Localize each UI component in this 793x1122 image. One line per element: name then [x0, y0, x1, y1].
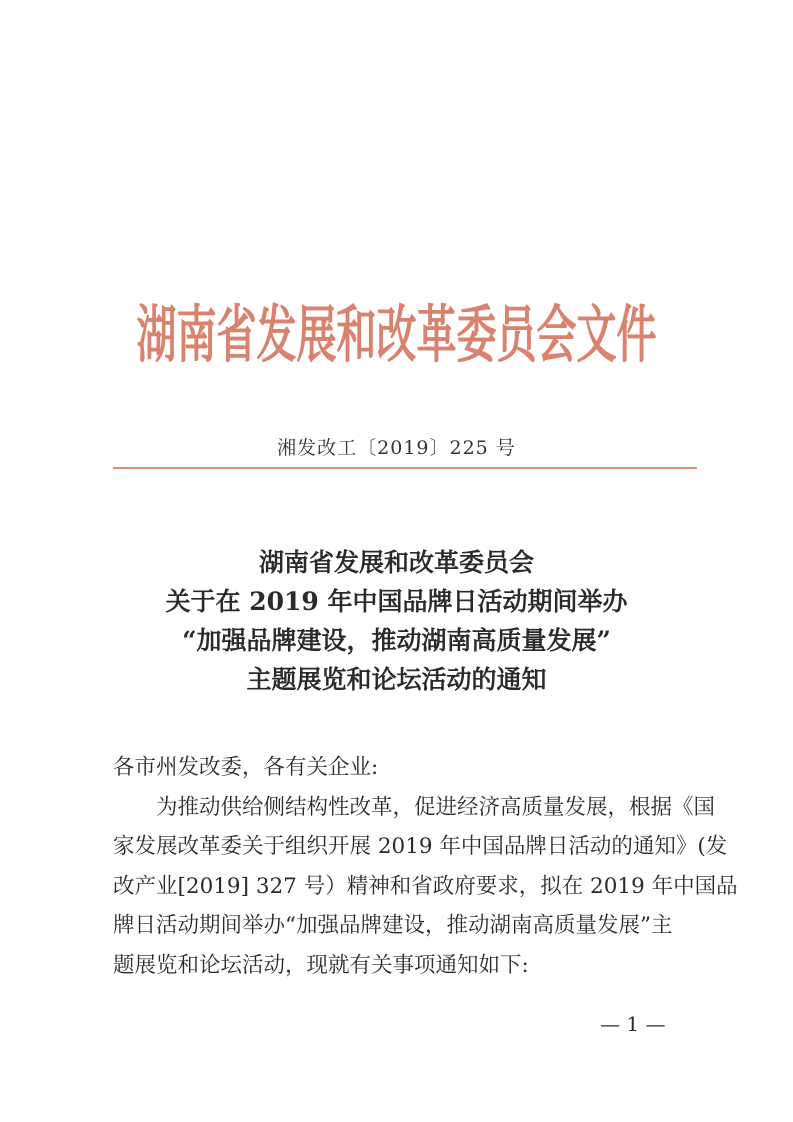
red-divider [113, 467, 697, 469]
document-number: 湘发改工〔2019〕225 号 [277, 437, 516, 459]
title-line: 主题展览和论坛活动的通知 [246, 665, 547, 694]
salutation: 各市州发改委，各有关企业: [113, 755, 379, 780]
issuer-red-header: 湖南省发展和改革委员会文件 [136, 298, 657, 372]
body-line: 家发展改革委关于组织开展 2019 年中国品牌日活动的通知》(发 [113, 834, 728, 859]
document-title [0, 543, 793, 699]
document-body [113, 748, 738, 985]
body-line: 改产业[2019] 327 号）精神和省政府要求，拟在 2019 年中国品 [113, 873, 738, 899]
page-number: — 1 — [600, 1012, 666, 1036]
title-line: “加强品牌建设，推动湖南高质量发展” [182, 626, 611, 655]
body-line: 为推动供给侧结构性改革，促进经济高质量发展，根据《国 [156, 794, 716, 820]
body-line: 题展览和论坛活动，现就有关事项通知如下: [113, 952, 529, 978]
title-line: 关于在 2019 年中国品牌日活动期间举办 [165, 587, 628, 616]
title-line: 湖南省发展和改革委员会 [258, 548, 534, 577]
body-line: 牌日活动期间举办“加强品牌建设，推动湖南高质量发展”主 [113, 913, 673, 938]
